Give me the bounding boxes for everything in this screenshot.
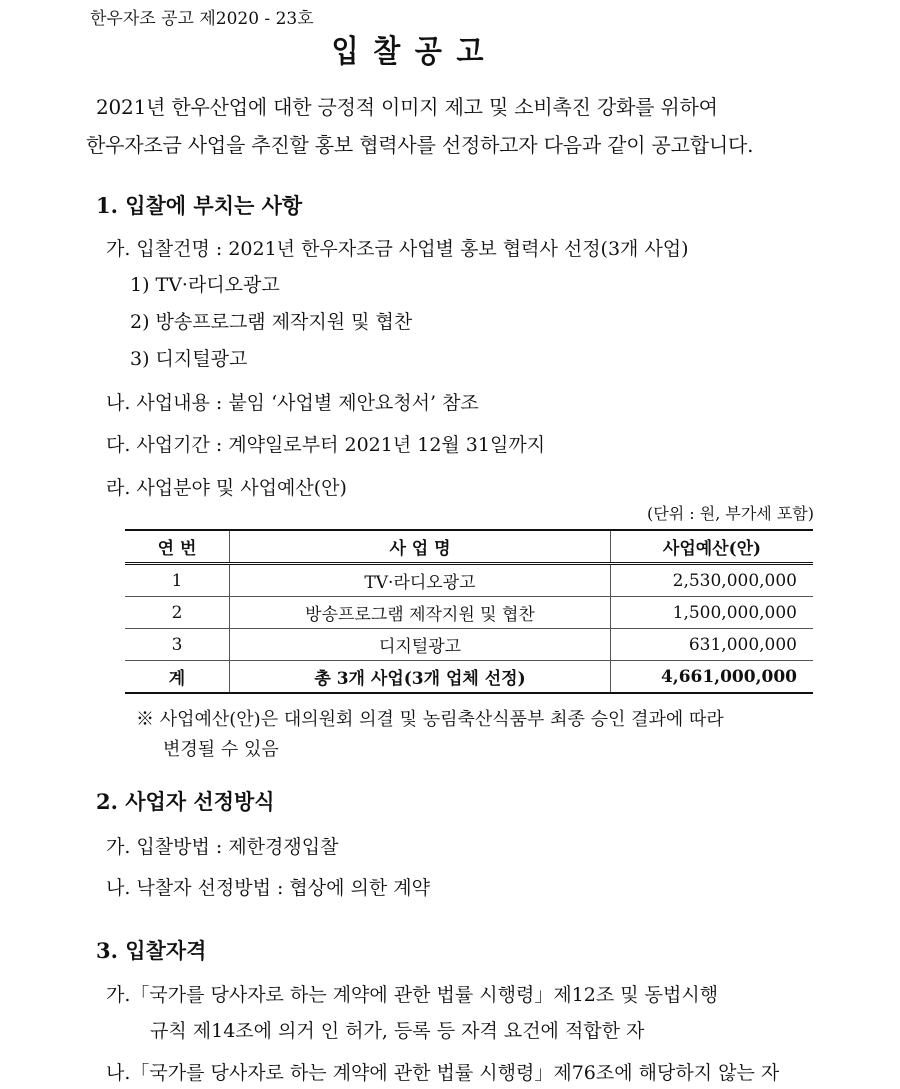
unit-note: (단위 : 원, 부가세 포함) [647, 504, 814, 523]
col-header-budget: 사업예산(안) [611, 530, 814, 564]
intro-line-1: 2021년 한우산업에 대한 긍정적 이미지 제고 및 소비촉진 강화를 위하여 [96, 95, 718, 119]
row-budget: 1,500,000,000 [611, 597, 814, 629]
budget-note-line-1: ※ 사업예산(안)은 대의원회 의결 및 농림축산식품부 최종 승인 결과에 따라 [136, 709, 724, 730]
section1-item-da: 다. 사업기간 : 계약일로부터 2021년 12월 31일까지 [106, 434, 546, 456]
col-header-no: 연 번 [125, 530, 230, 564]
section2-item-ga: 가. 입찰방법 : 제한경쟁입찰 [106, 836, 339, 858]
section2-item-na: 나. 낙찰자 선정방법 : 협상에 의한 계약 [106, 877, 430, 899]
section1-item-ga: 가. 입찰건명 : 2021년 한우자조금 사업별 홍보 협력사 선정(3개 사업) [106, 238, 689, 260]
section1-item-ra: 라. 사업분야 및 사업예산(안) [106, 477, 347, 499]
project-item-2: 2) 방송프로그램 제작지원 및 협찬 [130, 311, 413, 333]
table-row [125, 564, 813, 597]
section3-heading: 3. 입찰자격 [96, 938, 207, 963]
row-budget: 2,530,000,000 [611, 564, 814, 597]
budget-note-line-2: 변경될 수 있음 [163, 739, 279, 760]
project-item-3: 3) 디지털광고 [130, 348, 248, 370]
project-item-1: 1) TV·라디오광고 [130, 274, 280, 296]
section1-heading: 1. 입찰에 부치는 사항 [96, 193, 303, 218]
row-no: 2 [125, 597, 230, 629]
table-header-row [125, 530, 813, 564]
total-label: 계 [125, 661, 230, 694]
section3-item-na: 나.「국가를 당사자로 하는 계약에 관한 법률 시행령」제76조에 해당하지 않는 자 [106, 1062, 780, 1084]
col-header-project: 사 업 명 [230, 530, 611, 564]
page-title: 입찰공고 [331, 34, 498, 70]
row-no: 3 [125, 629, 230, 661]
table-total-row [125, 661, 813, 694]
row-project: TV·라디오광고 [230, 564, 611, 597]
section3-item-ga-line-2: 규칙 제14조에 의거 인 허가, 등록 등 자격 요건에 적합한 자 [150, 1020, 645, 1042]
section1-item-na: 나. 사업내용 : 붙임 ‘사업별 제안요청서’ 참조 [106, 392, 479, 414]
section3-item-ga-line-1: 가.「국가를 당사자로 하는 계약에 관한 법률 시행령」제12조 및 동법시행 [106, 984, 719, 1006]
budget-table [125, 529, 813, 694]
table-row [125, 597, 813, 629]
table-row [125, 629, 813, 661]
row-project: 디지털광고 [230, 629, 611, 661]
intro-line-2: 한우자조금 사업을 추진할 홍보 협력사를 선정하고자 다음과 같이 공고합니다. [86, 133, 754, 157]
row-no: 1 [125, 564, 230, 597]
row-budget: 631,000,000 [611, 629, 814, 661]
total-project: 총 3개 사업(3개 업체 선정) [230, 661, 611, 694]
total-budget: 4,661,000,000 [611, 661, 814, 694]
row-project: 방송프로그램 제작지원 및 협찬 [230, 597, 611, 629]
section2-heading: 2. 사업자 선정방식 [96, 789, 275, 814]
notice-number: 한우자조 공고 제2020 - 23호 [90, 9, 314, 29]
